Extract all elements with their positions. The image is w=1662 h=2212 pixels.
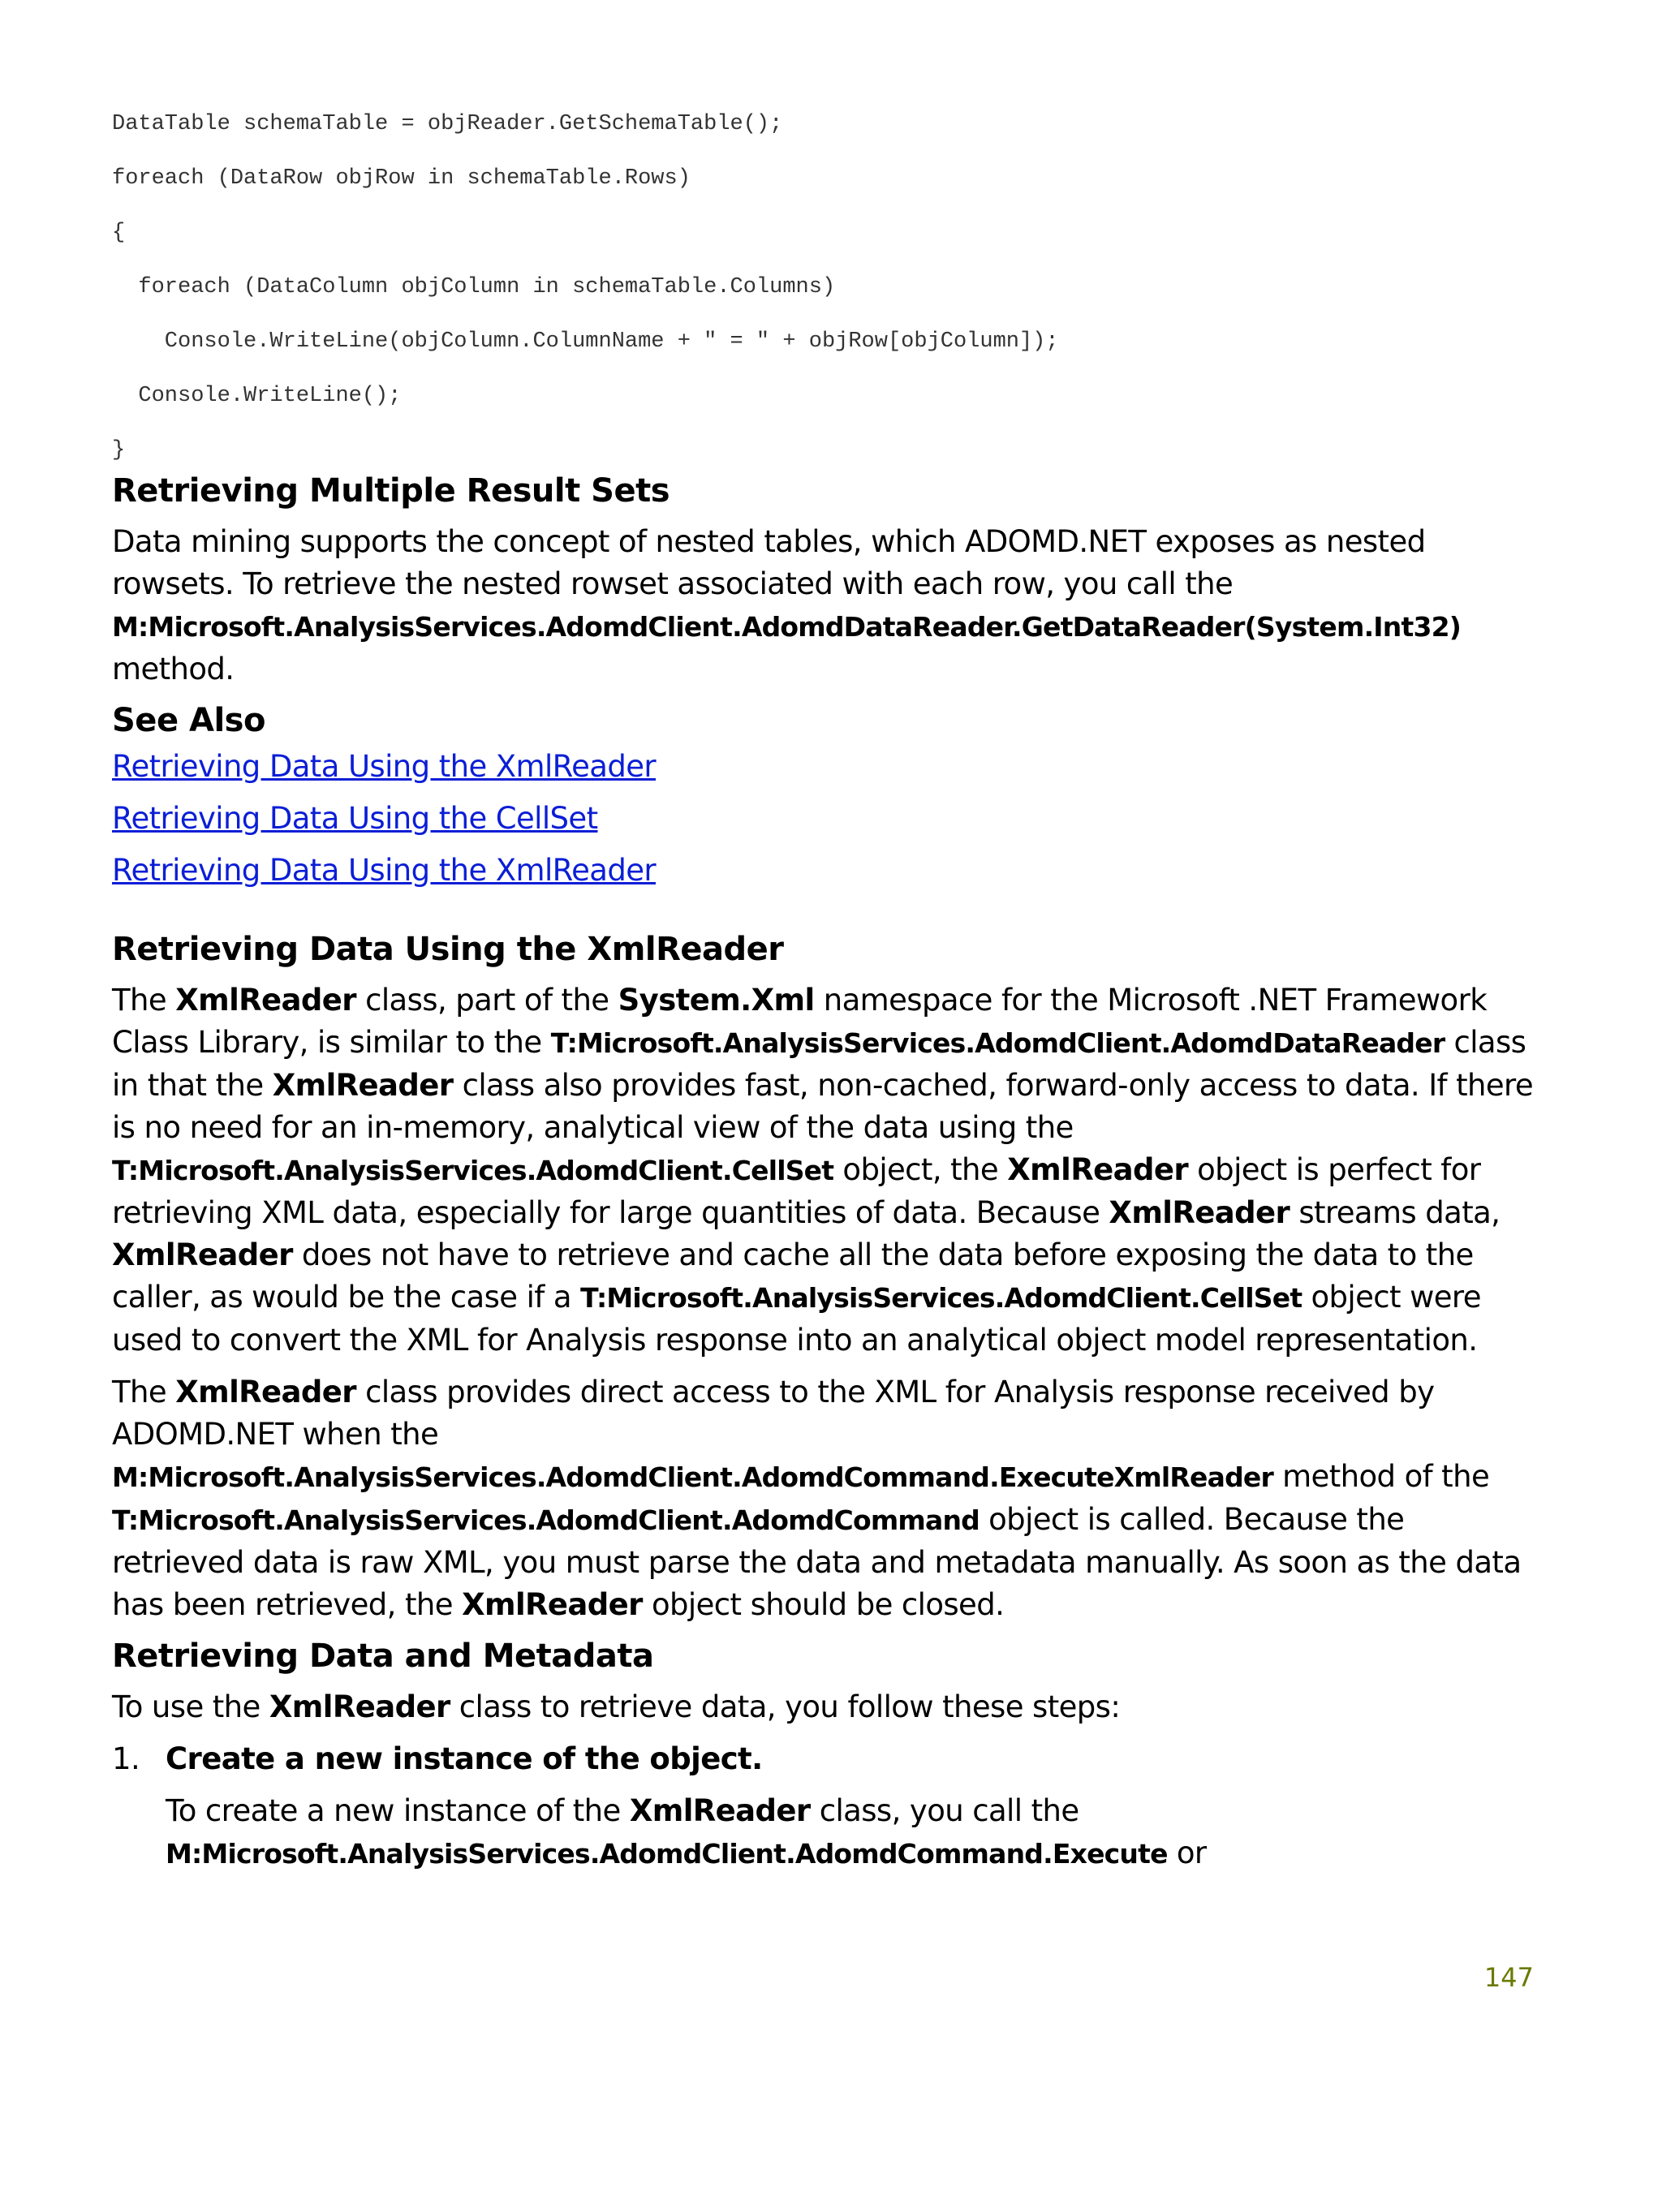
code-line: Console.WriteLine(); [112,384,402,408]
code-line: { [112,221,126,245]
api-reference: M:Microsoft.AnalysisServices.AdomdClient.AdomdCommand.Execute [166,1838,1168,1870]
see-also-heading: See Also [112,702,265,739]
see-also-link-xmlreader-2[interactable]: Retrieving Data Using the XmlReader [112,853,656,888]
code-line: Console.WriteLine(objColumn.ColumnName + " = " + objRow[objColumn]); [112,329,1059,354]
code-line: } [112,438,126,463]
multiple-result-sets-paragraph: Data mining supports the concept of nested tables, which ADOMD.NET exposes as nested rowsets. To retrieve the nested rowset associated with each row, you call the M:Microsoft.AnalysisServices.AdomdClient.AdomdDataReader.GetDataReader(System.Int32) method. [112,524,1462,686]
data-and-metadata-intro: To use the XmlReader class to retrieve data, you follow these steps: [112,1689,1121,1724]
section-heading-xmlreader: Retrieving Data Using the XmlReader [112,931,784,968]
step-body: To create a new instance of the XmlReader class, you call the M:Microsoft.AnalysisServices.AdomdClient.AdomdCommand.Execute or [166,1793,1207,1870]
list-item [112,1738,1540,1780]
page-number: 147 [1483,1962,1534,1993]
xmlreader-paragraph-1: The XmlReader class, part of the System.Xml namespace for the Microsoft .NET Framework Class Library, is similar to the T:Microsoft.AnalysisServices.AdomdClient.AdomdDataReader class in that the XmlReader class also provides fast, non-cached, forward-only access to data. If there is no need for an in-memory, analytical view of the data using the T:Microsoft.AnalysisServices.AdomdClient.CellSet object, the XmlReader object is perfect for retrieving XML data, especially for large quantities of data. Because XmlReader streams data, XmlReader does not have to retrieve and cache all the data before exposing the data to the caller, as would be the case if a T:Microsoft.AnalysisServices.AdomdClient.CellSet object were used to convert the XML for Analysis response into an analytical object model representation. [112,983,1534,1358]
section-heading-data-and-metadata: Retrieving Data and Metadata [112,1637,654,1675]
api-reference: T:Microsoft.AnalysisServices.AdomdClient.AdomdCommand [112,1504,980,1536]
document-page [112,114,1540,1875]
see-also-link-xmlreader[interactable]: Retrieving Data Using the XmlReader [112,749,656,784]
xmlreader-paragraph-2: The XmlReader class provides direct access to the XML for Analysis response received by ADOMD.NET when the M:Microsoft.AnalysisServices.AdomdClient.AdomdCommand.ExecuteXmlReader method of the T:Microsoft.AnalysisServices.AdomdClient.AdomdCommand object is called. Because the retrieved data is raw XML, you must parse the data and metadata manually. As soon as the data has been retrieved, the XmlReader object should be closed. [112,1375,1522,1622]
step-title: Create a new instance of the object. [166,1741,763,1776]
section-heading-multiple-result-sets: Retrieving Multiple Result Sets [112,472,670,510]
see-also-links [112,741,1540,897]
api-reference: M:Microsoft.AnalysisServices.AdomdClient.AdomdCommand.ExecuteXmlReader [112,1461,1273,1493]
step-number: 1. [112,1741,140,1776]
code-line: DataTable schemaTable = objReader.GetSchemaTable(); [112,112,783,136]
api-reference: T:Microsoft.AnalysisServices.AdomdClient.AdomdDataReader [550,1027,1445,1059]
code-line: foreach (DataRow objRow in schemaTable.Rows) [112,166,691,191]
api-reference: M:Microsoft.AnalysisServices.AdomdClient.AdomdDataReader.GetDataReader(System.Int32) [112,611,1462,643]
code-line: foreach (DataColumn objColumn in schemaTable.Columns) [112,275,836,299]
api-reference: T:Microsoft.AnalysisServices.AdomdClient.CellSet [580,1282,1302,1314]
see-also-link-cellset[interactable]: Retrieving Data Using the CellSet [112,801,598,836]
code-block [112,114,1540,471]
api-reference: T:Microsoft.AnalysisServices.AdomdClient.CellSet [112,1155,834,1186]
